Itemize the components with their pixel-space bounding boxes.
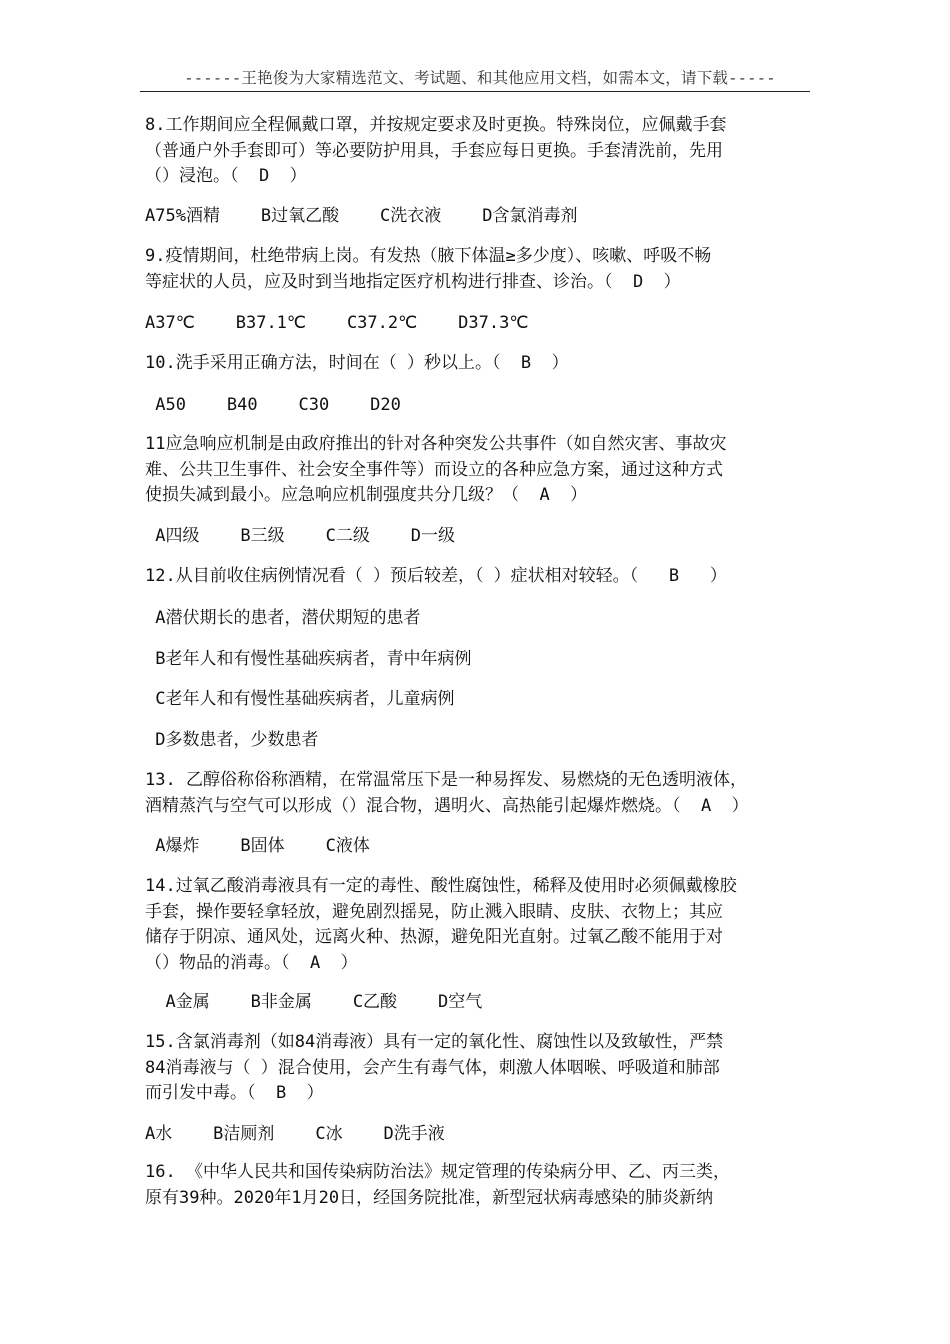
question-10-stem: 10.洗手采用正确方法，时间在（ ）秒以上。（ B ） (145, 353, 569, 373)
question-9-options: A37℃ B37.1℃ C37.2℃ D37.3℃ (145, 313, 529, 333)
question-16-stem: 16. 《中华人民共和国传染病防治法》规定管理的传染病分甲、乙、丙三类， 原有39种。2020年1月20日，经国务院批准，新型冠状病毒感染的肺炎新纳 (145, 1162, 730, 1208)
question-15-options: A水 B洁厕剂 C冰 D洗手液 (145, 1124, 445, 1144)
question-10-options: A50 B40 C30 D20 (145, 395, 401, 415)
question-11-options: A四级 B三级 C二级 D一级 (145, 526, 455, 546)
question-12-option-c: C老年人和有慢性基础疾病者，儿童病例 (145, 689, 455, 709)
question-14-options: A金属 B非金属 C乙酸 D空气 (145, 992, 483, 1012)
question-12-option-a: A潜伏期长的患者，潜伏期短的患者 (145, 608, 421, 628)
header-divider (140, 91, 810, 92)
question-8-options: A75%酒精 B过氧乙酸 C洗衣液 D含氯消毒剂 (145, 206, 578, 226)
question-15-stem: 15.含氯消毒剂（如84消毒液）具有一定的氧化性、腐蚀性以及致敏性，严禁 84消毒液与（ ）混合使用，会产生有毒气体，刺激人体咽喉、呼吸道和肺部 而引发中毒。（ B ） (145, 1032, 724, 1103)
question-12-stem: 12.从目前收住病例情况看（ ）预后较差，（ ）症状相对较轻。（ B ） (145, 566, 727, 586)
question-9-stem: 9.疫情期间，杜绝带病上岗。有发热（腋下体温≥多少度）、咳嗽、呼吸不畅 等症状的人员，应及时到当地指定医疗机构进行排查、诊治。（ D ） (145, 246, 712, 292)
question-13-stem: 13. 乙醇俗称俗称酒精，在常温常压下是一种易挥发、易燃烧的无色透明液体， 酒精蒸汽与空气可以形成（）混合物，遇明火、高热能引起爆炸燃烧。（ A ） (145, 770, 749, 816)
question-14-stem: 14.过氧乙酸消毒液具有一定的毒性、酸性腐蚀性，稀释及使用时必须佩戴橡胶 手套，操作要轻拿轻放，避免剧烈摇晃，防止溅入眼睛、皮肤、衣物上；其应 储存于阴凉、通风处，远离火种、热源，避免阳光直射。过氧乙酸不能用于对 （）物品的消毒。（ A ） (145, 876, 737, 973)
question-11-stem: 11应急响应机制是由政府推出的针对各种突发公共事件（如自然灾害、事故灾 难、公共卫生事件、社会安全事件等）而设立的各种应急方案，通过这种方式 使损失减到最小。应急响应机制强度共分几级？（ A ） (145, 434, 727, 505)
question-12-option-d: D多数患者，少数患者 (145, 730, 319, 750)
question-12-option-b: B老年人和有慢性基础疾病者，青中年病例 (145, 649, 472, 669)
question-13-options: A爆炸 B固体 C液体 (145, 836, 370, 856)
question-8-stem: 8.工作期间应全程佩戴口罩，并按规定要求及时更换。特殊岗位，应佩戴手套 （普通户外手套即可）等必要防护用具，手套应每日更换。手套清洗前，先用 （）浸泡。（ D ） (145, 115, 727, 186)
page-header: ------王艳俊为大家精选范文、考试题、和其他应用文档，如需本文，请下载----- (184, 69, 776, 87)
